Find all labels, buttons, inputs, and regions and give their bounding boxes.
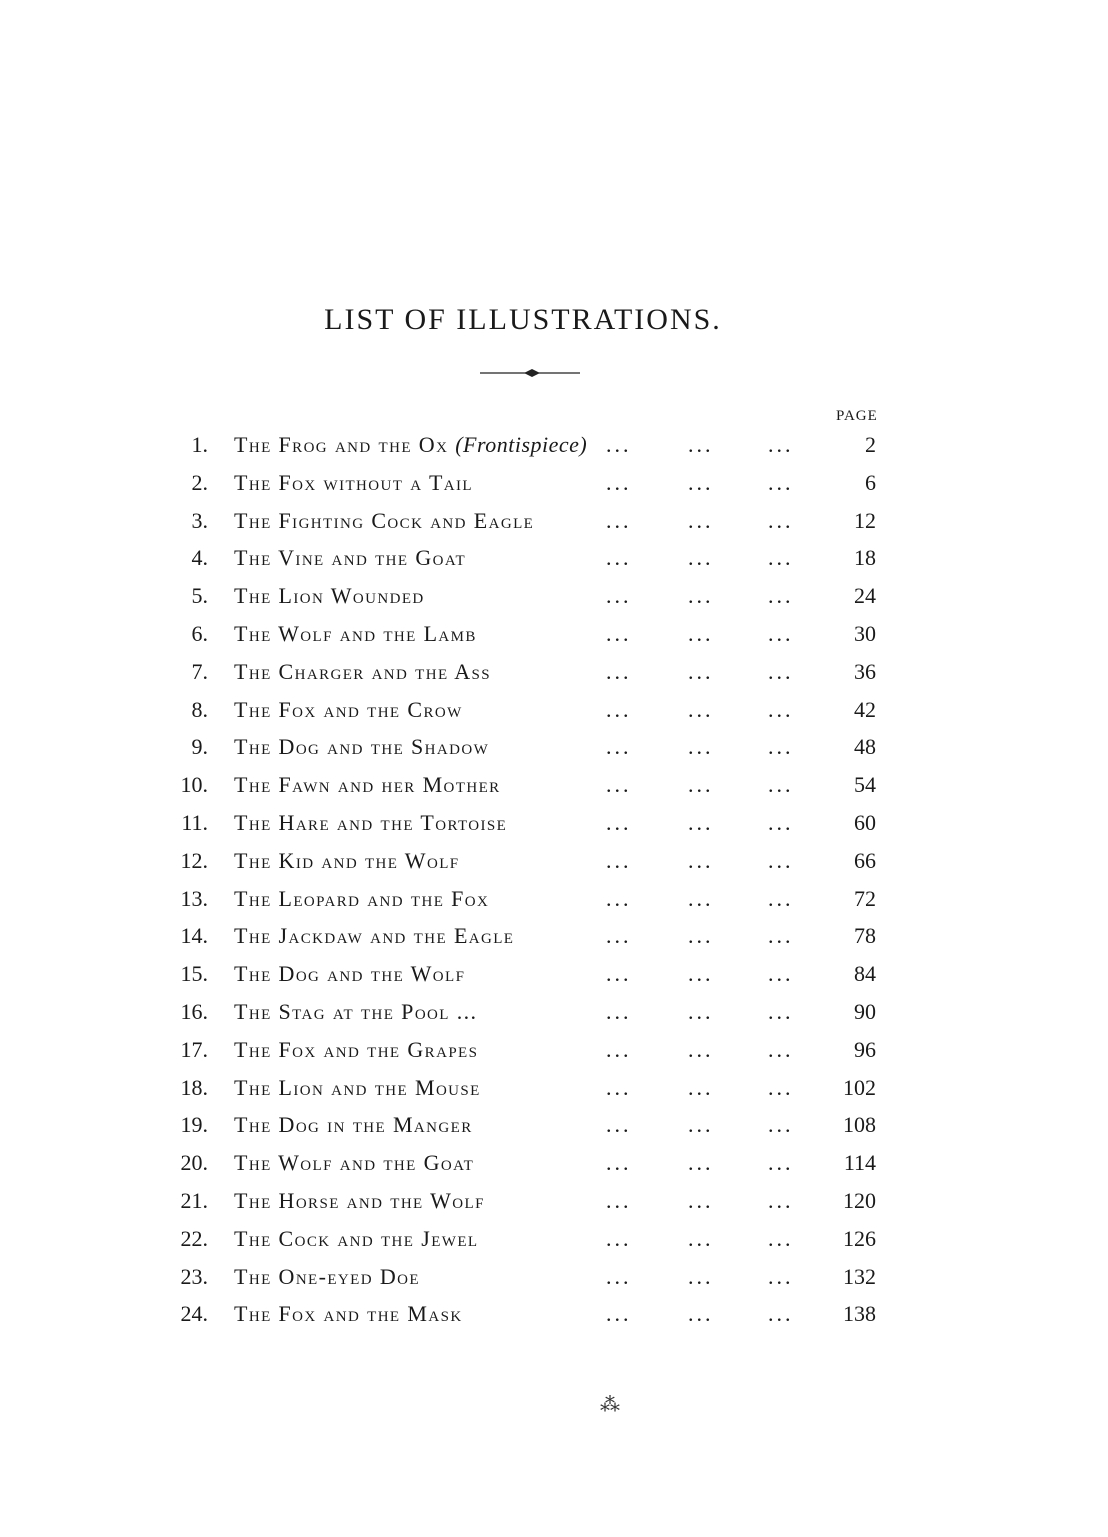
item-title — [234, 772, 509, 798]
item-page-number: 132 — [843, 1263, 876, 1289]
item-page-number: 114 — [843, 1150, 876, 1176]
list-item — [0, 1150, 1108, 1186]
item-title — [234, 961, 473, 987]
item-number: 8. — [191, 696, 208, 722]
list-item — [0, 1075, 1108, 1111]
item-title — [234, 999, 485, 1025]
item-number: 6. — [191, 621, 208, 646]
item-title — [234, 1037, 486, 1063]
item-number: 2. — [191, 469, 208, 495]
item-page-number: 60 — [854, 810, 876, 835]
item-page-number: 78 — [854, 923, 876, 949]
item-page-number: 24 — [854, 583, 876, 609]
item-page-number: 108 — [843, 1112, 876, 1138]
dot-leaders: ... ... ... — [606, 772, 794, 798]
dot-leaders: ... ... ... — [606, 1112, 794, 1138]
item-number: 15. — [180, 961, 208, 987]
item-number: 13. — [180, 885, 208, 911]
list-item — [0, 1301, 1108, 1337]
dot-leaders: ... ... ... — [606, 1036, 794, 1062]
item-title-text: The Frog and the Ox — [234, 432, 449, 457]
item-page-number: 102 — [843, 1074, 876, 1100]
item-number: 1. — [191, 432, 208, 457]
item-title — [234, 734, 497, 760]
dot-leaders: ... ... ... — [606, 1263, 794, 1289]
item-title-text: The Dog in the Manger — [234, 1112, 473, 1138]
item-page-number: 6 — [865, 469, 876, 495]
dot-leaders: ... ... ... — [606, 621, 794, 646]
dot-leaders: ... ... ... — [606, 432, 794, 457]
item-title-text: The Wolf and the Goat — [234, 1150, 475, 1176]
list-item — [0, 583, 1108, 619]
list-item — [0, 545, 1108, 581]
item-title — [234, 545, 474, 571]
dot-leaders: ... ... ... — [606, 810, 794, 835]
dot-leaders: ... ... ... — [606, 734, 794, 760]
item-title-text: The One-eyed Doe — [234, 1263, 420, 1289]
list-item — [0, 734, 1108, 770]
item-title-text: The Jackdaw and the Eagle — [234, 923, 515, 949]
item-note: (Frontispiece) — [455, 432, 588, 457]
item-page-number: 48 — [854, 734, 876, 760]
item-page-number: 2 — [865, 432, 876, 457]
list-item — [0, 886, 1108, 922]
item-title-text: The Fox and the Crow — [234, 696, 463, 722]
dot-leaders: ... ... ... — [606, 1150, 794, 1176]
item-number: 14. — [180, 923, 208, 949]
list-item — [0, 848, 1108, 884]
dot-leaders: ... ... ... — [606, 1225, 794, 1251]
list-item — [0, 621, 1108, 657]
list-item — [0, 961, 1108, 997]
item-number: 22. — [180, 1225, 208, 1251]
item-title-text: The Lion and the Mouse — [234, 1074, 481, 1100]
item-number: 21. — [180, 1188, 208, 1213]
item-title-text: The Hare and the Tortoise — [234, 810, 508, 835]
ornament-divider — [480, 365, 580, 381]
item-title — [234, 1301, 471, 1327]
item-title-text: The Leopard and the Fox — [234, 885, 490, 911]
item-number: 19. — [180, 1112, 208, 1138]
list-item — [0, 470, 1108, 506]
dot-leaders: ... ... ... — [606, 469, 794, 495]
item-page-number: 90 — [854, 999, 876, 1024]
item-page-number: 126 — [843, 1225, 876, 1251]
item-title — [234, 697, 471, 723]
item-title-text: The Fox without a Tail — [234, 469, 473, 495]
item-title-text: The Dog and the Shadow — [234, 734, 490, 760]
dot-leaders: ... ... ... — [606, 999, 794, 1024]
item-page-number: 36 — [854, 658, 876, 684]
list-item — [0, 508, 1108, 544]
list-item — [0, 1264, 1108, 1300]
item-title — [234, 508, 542, 534]
item-title — [234, 886, 497, 912]
item-title-text: The Kid and the Wolf — [234, 847, 460, 873]
list-item — [0, 1037, 1108, 1073]
dot-leaders: ... ... ... — [606, 961, 794, 987]
item-title — [234, 470, 481, 496]
item-number: 24. — [180, 1301, 208, 1327]
item-page-number: 72 — [854, 885, 876, 911]
item-number: 11. — [181, 810, 208, 835]
item-title — [234, 1188, 493, 1214]
item-title-text: The Vine and the Goat — [234, 545, 467, 571]
list-item — [0, 810, 1108, 846]
page-title: LIST OF ILLUSTRATIONS. — [324, 303, 722, 337]
item-title-text: The Fox and the Grapes — [234, 1036, 479, 1062]
item-title-text: The Horse and the Wolf — [234, 1188, 485, 1213]
item-title — [234, 1075, 489, 1101]
item-title — [234, 1264, 428, 1290]
item-title-text: The Dog and the Wolf — [234, 961, 466, 987]
item-number: 23. — [180, 1263, 208, 1289]
page-footer-mark: ⁂ — [600, 1394, 620, 1416]
item-number: 3. — [191, 507, 208, 533]
item-page-number: 66 — [854, 847, 876, 873]
item-page-number: 42 — [854, 696, 876, 722]
item-title-text: The Charger and the Ass — [234, 658, 491, 684]
dot-leaders: ... ... ... — [606, 1074, 794, 1100]
list-item — [0, 923, 1108, 959]
item-title-text: The Wolf and the Lamb — [234, 621, 477, 646]
dot-leaders: ... ... ... — [606, 583, 794, 609]
item-page-number: 30 — [854, 621, 876, 646]
dot-leaders: ... ... ... — [606, 885, 794, 911]
list-item — [0, 1188, 1108, 1224]
item-title-text: The Cock and the Jewel — [234, 1225, 479, 1251]
dot-leaders: ... ... ... — [606, 1188, 794, 1213]
list-item — [0, 697, 1108, 733]
list-item — [0, 659, 1108, 695]
dot-leaders: ... ... ... — [606, 923, 794, 949]
item-number: 10. — [180, 772, 208, 798]
item-number: 18. — [180, 1074, 208, 1100]
list-item — [0, 999, 1108, 1035]
dot-leaders: ... ... ... — [606, 1301, 794, 1327]
list-item — [0, 1226, 1108, 1262]
item-title-text: The Lion Wounded — [234, 583, 425, 609]
list-item — [0, 1112, 1108, 1148]
list-item — [0, 772, 1108, 808]
dot-leaders: ... ... ... — [606, 545, 794, 571]
item-title — [234, 1150, 482, 1176]
dot-leaders: ... ... ... — [606, 847, 794, 873]
item-title — [234, 1112, 481, 1138]
item-title — [234, 848, 468, 874]
item-page-number: 54 — [854, 772, 876, 798]
list-item — [0, 432, 1108, 468]
item-title — [234, 659, 499, 685]
dot-leaders: ... ... ... — [606, 696, 794, 722]
item-title — [234, 621, 485, 647]
item-page-number: 84 — [854, 961, 876, 987]
item-title — [234, 923, 522, 949]
page-column-label: PAGE — [836, 408, 878, 424]
item-title-text: The Fighting Cock and Eagle — [234, 507, 535, 533]
item-title — [234, 432, 595, 458]
item-number: 12. — [180, 847, 208, 873]
item-number: 16. — [180, 999, 208, 1024]
item-number: 20. — [180, 1150, 208, 1176]
item-title — [234, 583, 433, 609]
item-page-number: 138 — [843, 1301, 876, 1327]
item-page-number: 120 — [843, 1188, 876, 1213]
item-page-number: 18 — [854, 545, 876, 571]
dot-leaders: ... ... ... — [606, 507, 794, 533]
item-number: 9. — [191, 734, 208, 760]
item-page-number: 96 — [854, 1036, 876, 1062]
item-number: 7. — [191, 658, 208, 684]
dot-leaders: ... ... ... — [606, 658, 794, 684]
item-title — [234, 1226, 486, 1252]
item-number: 5. — [191, 583, 208, 609]
item-number: 4. — [191, 545, 208, 571]
item-title-text: The Stag at the Pool ... — [234, 999, 478, 1024]
item-title-text: The Fox and the Mask — [234, 1301, 463, 1327]
item-title — [234, 810, 515, 836]
item-title-text: The Fawn and her Mother — [234, 772, 501, 798]
item-number: 17. — [180, 1036, 208, 1062]
item-page-number: 12 — [854, 507, 876, 533]
